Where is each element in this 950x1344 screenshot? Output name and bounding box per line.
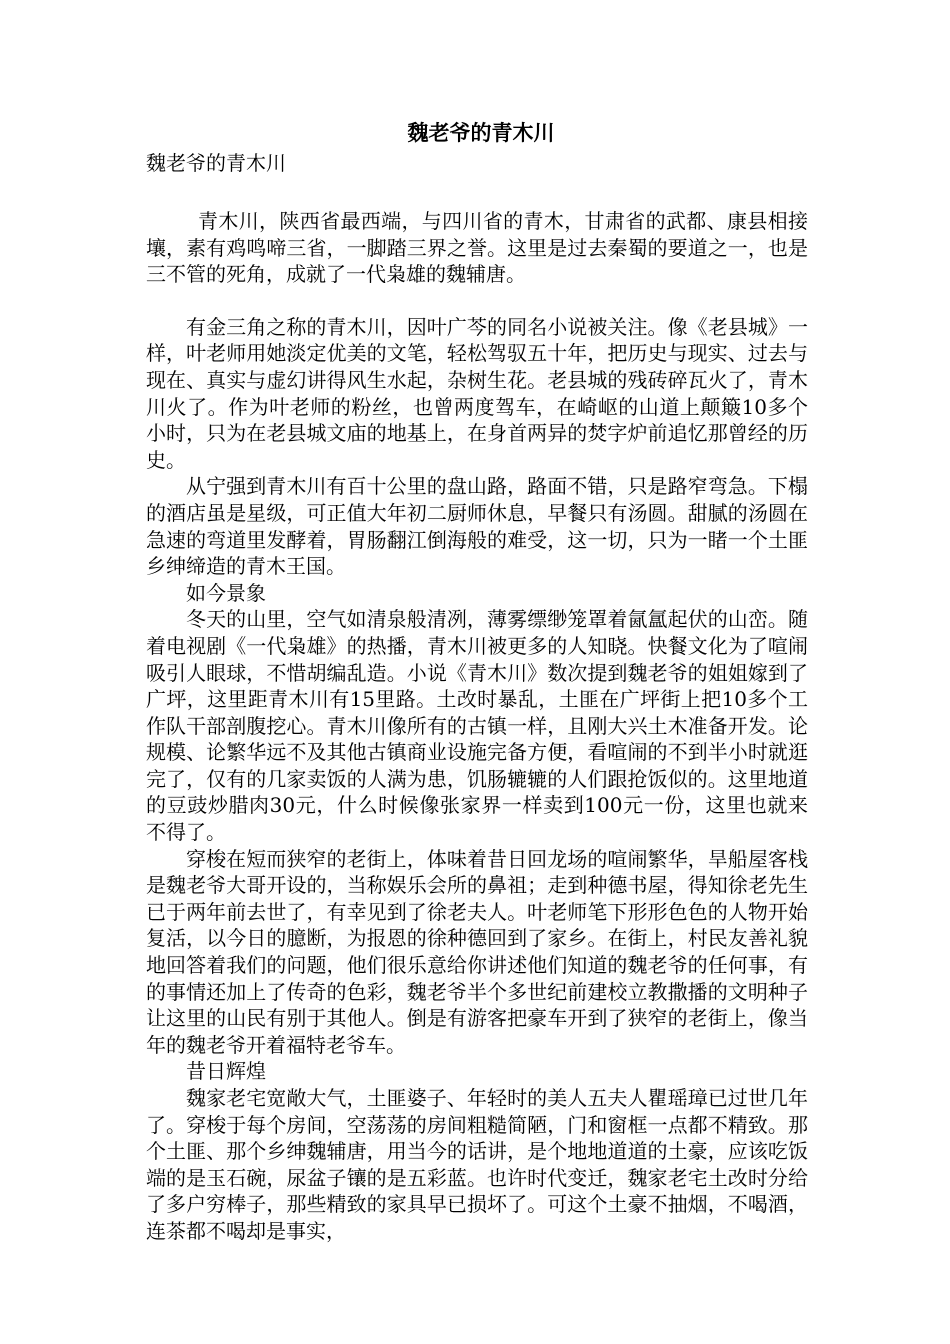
paragraph-old-street: 穿梭在短而狭窄的老街上，体味着昔日回龙场的喧闹繁华，旱船屋客栈是魏老爷大哥开设的，当称娱乐会所的鼻祖；走到种德书屋，得知徐老先生已于两年前去世了，有幸见到了徐老夫人。叶老师笔下形形色色的人物开始复活，以今日的臆断，为报恩的徐种德回到了家乡。在街上，村民友善礼貌地回答着我们的问题，他们很乐意给你讲述他们知道的魏老爷的任何事，有的事情还加上了传奇的色彩，魏老爷半个多世纪前建校立教撒播的文明种子让这里的山民有别于其他人。倒是有游客把豪车开到了狭窄的老街上，像当年的魏老爷开着福特老爷车。 bbox=[146, 846, 808, 1057]
document-title: 魏老爷的青木川 bbox=[407, 120, 555, 145]
section-heading-past: 昔日辉煌 bbox=[186, 1059, 266, 1084]
document-subtitle: 魏老爷的青木川 bbox=[146, 151, 286, 175]
paragraph-old-residence: 魏家老宅宽敞大气，土匪婆子、年轻时的美人五夫人瞿瑶璋已过世几年了。穿梭于每个房间，空荡荡的房间粗糙简陋，门和窗框一点都不精致。那个土匪、那个乡绅魏辅唐，用当今的话讲，是个地地道道的土豪，应该吃饭端的是玉石碗，尿盆子镶的是五彩蓝。也许时代变迁，魏家老宅土改时分给了多户穷棒子，那些精致的家具早已损坏了。可这个土豪不抽烟，不喝酒，连茶都不喝却是事实， bbox=[146, 1086, 808, 1243]
document-body bbox=[146, 118, 808, 1245]
paragraph-present-scenery: 冬天的山里，空气如清泉般清冽，薄雾缥缈笼罩着氤氲起伏的山峦。随着电视剧《一代枭雄》的热播，青木川被更多的人知晓。快餐文化为了喧闹吸引人眼球，不惜胡编乱造。小说《青木川》数次提到魏老爷的姐姐嫁到了广坪，这里距青木川有15里路。土改时暴乱，土匪在广坪街上把10多个工作队干部剖腹挖心。青木川像所有的古镇一样，且刚大兴土木准备开发。论规模、论繁华远不及其他古镇商业设施完备方便，看喧闹的不到半小时就逛完了，仅有的几家卖饭的人满为患，饥肠辘辘的人们跟抢饭似的。这里地道的豆豉炒腊肉30元，什么时候像张家界一样卖到100元一份，这里也就来不得了。 bbox=[146, 607, 808, 845]
paragraph-intro: 青木川，陕西省最西端，与四川省的青木，甘肃省的武都、康县相接壤，素有鸡鸣啼三省，一脚踏三界之誉。这里是过去秦蜀的要道之一，也是三不管的死角，成就了一代枭雄的魏辅唐。 bbox=[146, 209, 808, 287]
section-heading-present: 如今景象 bbox=[186, 580, 266, 605]
paragraph-journey: 从宁强到青木川有百十公里的盘山路，路面不错，只是路窄弯急。下榻的酒店虽是星级，可正值大年初二厨师休息，早餐只有汤圆。甜腻的汤圆在急速的弯道里发酵着，胃肠翻江倒海般的难受，这一切，只为一睹一个土匪乡绅缔造的青木王国。 bbox=[146, 474, 808, 579]
paragraph-novel: 有金三角之称的青木川，因叶广芩的同名小说被关注。像《老县城》一样，叶老师用她淡定优美的文笔，轻松驾驭五十年，把历史与现实、过去与现在、真实与虚幻讲得风生水起，杂树生花。老县城的残砖碎瓦火了，青木川火了。作为叶老师的粉丝，也曾两度驾车，在崎岖的山道上颠簸10多个小时，只为在老县城文庙的地基上，在身首两异的焚字炉前追忆那曾经的历史。 bbox=[146, 314, 808, 472]
